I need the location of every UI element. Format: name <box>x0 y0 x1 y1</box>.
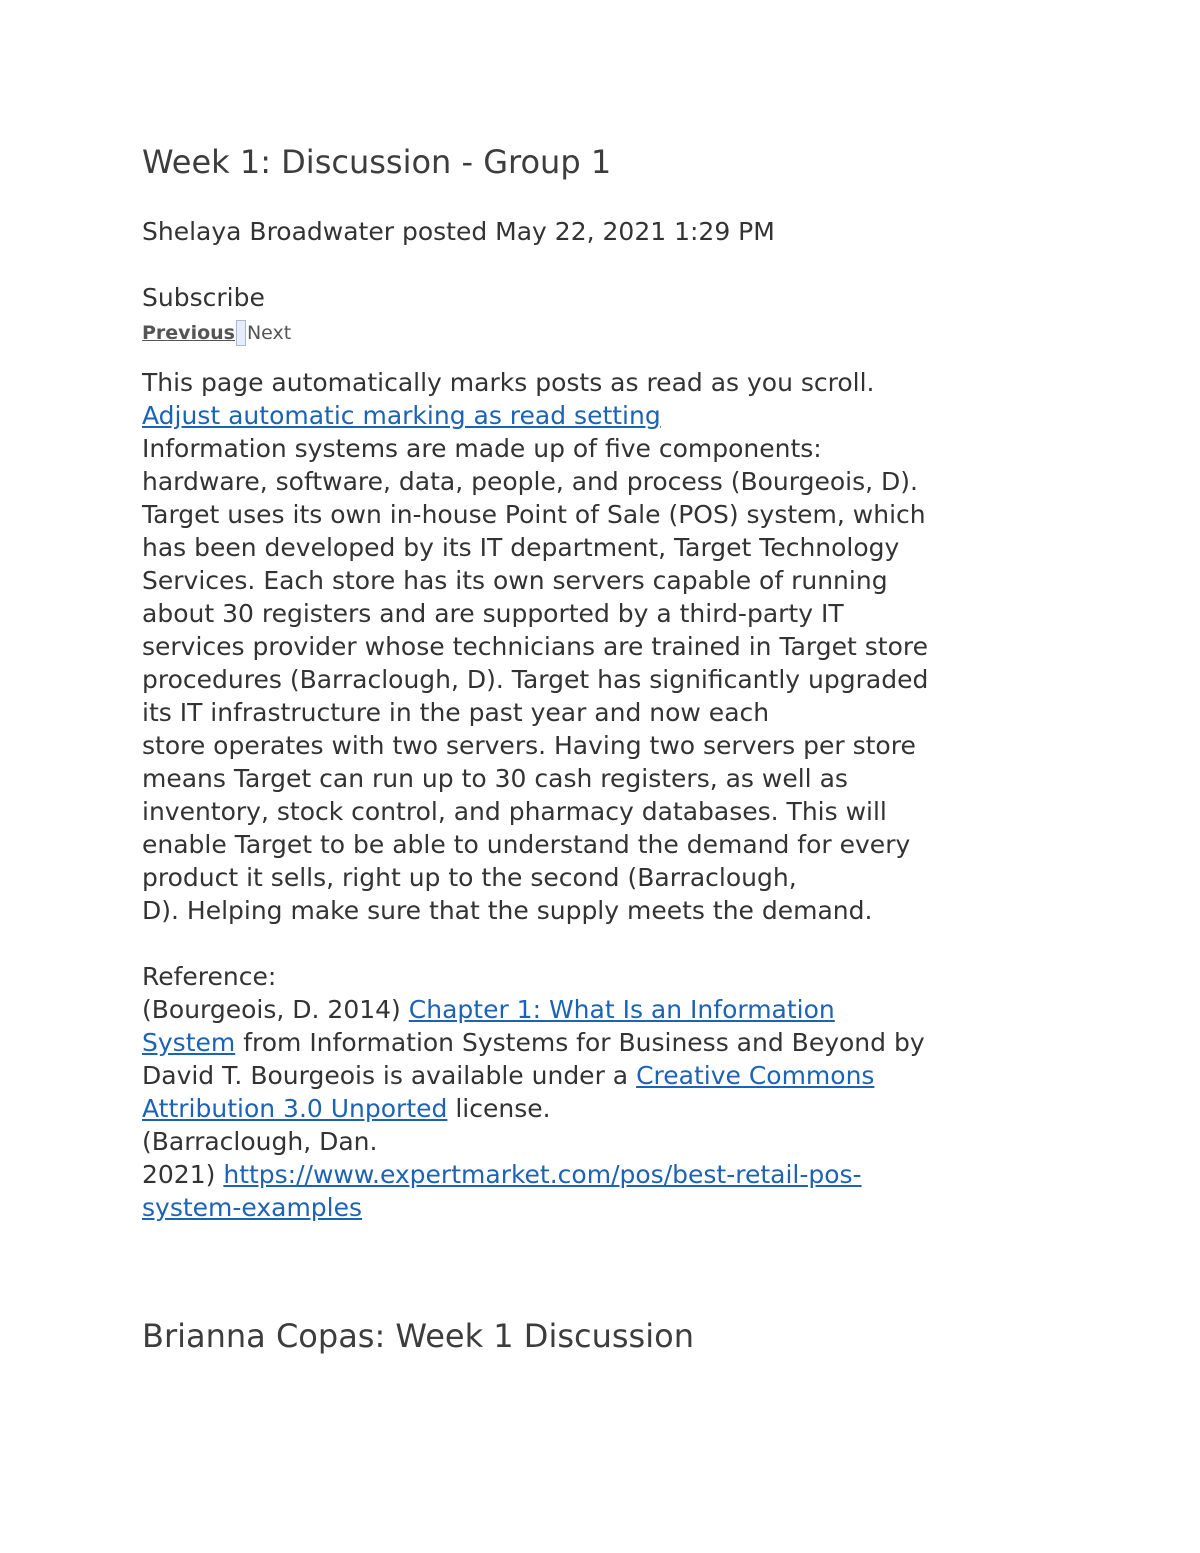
post-pager <box>142 320 291 346</box>
next-link[interactable]: Next <box>246 322 292 344</box>
expertmarket-link[interactable]: https://www.expertmarket.com/pos/best-retail-pos- <box>223 1160 862 1189</box>
reference-2-line-1: (Barraclough, Dan. <box>142 1127 378 1156</box>
expertmarket-link-continued[interactable]: system-examples <box>142 1193 363 1222</box>
reference-1-license: license. <box>455 1094 551 1123</box>
body-line: inventory, stock control, and pharmacy databases. This will <box>142 797 887 826</box>
subscribe-button[interactable]: Subscribe <box>142 283 265 312</box>
post-author: Shelaya Broadwater <box>142 217 395 246</box>
body-line: store operates with two servers. Having two servers per store <box>142 731 916 760</box>
body-line: enable Target to be able to understand the demand for every <box>142 830 911 859</box>
creative-commons-link-continued[interactable]: Attribution 3.0 Unported <box>142 1094 448 1123</box>
next-post-title: Brianna Copas: Week 1 Discussion <box>142 1317 694 1355</box>
reference-1-line-3 <box>142 1059 1072 1092</box>
body-line: Target uses its own in-house Point of Sale (POS) system, which <box>142 500 926 529</box>
reference-1-line-2 <box>142 1026 1072 1059</box>
body-line: means Target can run up to 30 cash registers, as well as <box>142 764 848 793</box>
previous-link[interactable]: Previous <box>142 322 235 344</box>
auto-mark-setting-link[interactable]: Adjust automatic marking as read setting <box>142 401 661 430</box>
body-line: hardware, software, data, people, and process (Bourgeois, D). <box>142 467 918 496</box>
reference-2-line-3 <box>142 1191 1072 1224</box>
reference-1-availability: David T. Bourgeois is available under a <box>142 1061 629 1090</box>
body-line: Information systems are made up of five components: <box>142 434 822 463</box>
reference-2-line-2 <box>142 1158 1072 1191</box>
creative-commons-link[interactable]: Creative Commons <box>636 1061 875 1090</box>
body-line: procedures (Barraclough, D). Target has significantly upgraded <box>142 665 929 694</box>
chapter-link-continued[interactable]: System <box>142 1028 236 1057</box>
reference-heading: Reference: <box>142 962 277 991</box>
post-body <box>142 366 1072 1224</box>
chapter-link[interactable]: Chapter 1: What Is an Information <box>408 995 835 1024</box>
reference-2-year: 2021) <box>142 1160 216 1189</box>
body-line: about 30 registers and are supported by a third-party IT <box>142 599 844 628</box>
body-line: its IT infrastructure in the past year and now each <box>142 698 770 727</box>
discussion-title: Week 1: Discussion - Group 1 <box>142 143 612 181</box>
pager-separator <box>236 320 246 346</box>
reference-1-line-4 <box>142 1092 1072 1125</box>
body-line: Services. Each store has its own servers capable of running <box>142 566 888 595</box>
spacer <box>142 927 1072 960</box>
posted-word: posted <box>401 217 488 246</box>
body-line: product it sells, right up to the second (Barraclough, <box>142 863 797 892</box>
reference-1-prefix: (Bourgeois, D. 2014) <box>142 995 401 1024</box>
body-line: has been developed by its IT department, Target Technology <box>142 533 900 562</box>
post-meta <box>142 216 775 248</box>
reference-1-source: from Information Systems for Business and Beyond by <box>243 1028 925 1057</box>
auto-mark-notice: This page automatically marks posts as read as you scroll. <box>142 368 875 397</box>
post-date: May 22, 2021 1:29 PM <box>495 217 775 246</box>
body-line: D). Helping make sure that the supply meets the demand. <box>142 896 873 925</box>
body-line: services provider whose technicians are trained in Target store <box>142 632 928 661</box>
reference-1-line-1 <box>142 993 1072 1026</box>
